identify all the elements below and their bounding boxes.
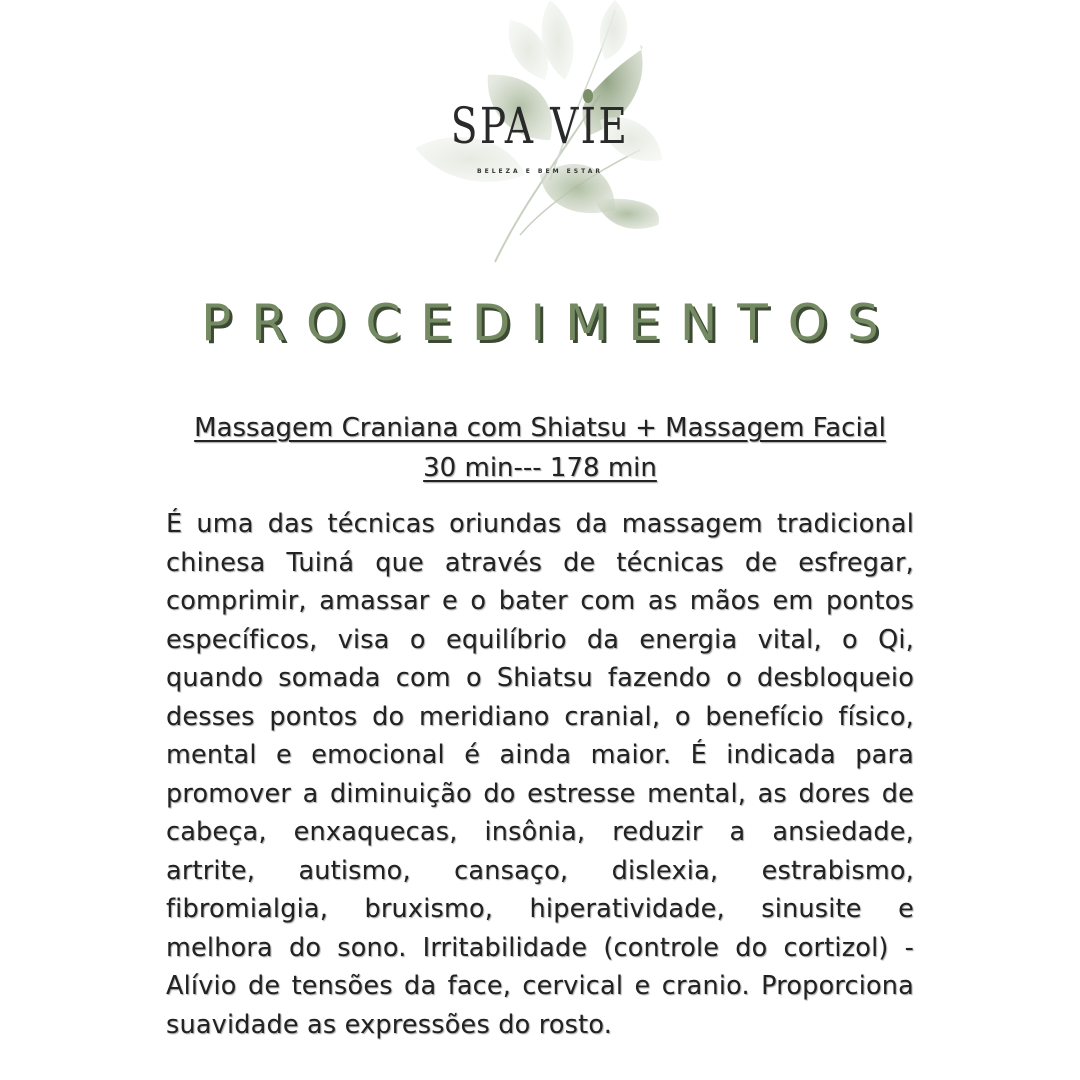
service-duration: 30 min--- 178 min [423, 453, 657, 483]
spa-vie-logo [400, 0, 680, 270]
service-title: Massagem Craniana com Shiatsu + Massagem Facial [194, 413, 886, 443]
logo-tagline: BELEZA E BEM ESTAR [477, 168, 603, 175]
logo-wordmark: SPA VIE [450, 97, 630, 155]
page-title: PROCEDIMENTOS [201, 294, 899, 352]
service-description: É uma das técnicas oriundas da massagem tradicional chinesa Tuiná que através de técnicas de esfregar, comprimir, amassar e o bater com as mãos em pontos específicos, visa o equilíbrio da energia vital, o Qi, quando somada com o Shiatsu fazendo o desbloqueio desses pontos do meridiano cranial, o benefício físico, mental e emocional é ainda maior. É indicada para promover a diminuição do estresse mental, as dores de cabeça, enxaquecas, insônia, reduzir a ansiedade, artrite, autismo, cansaço, dislexia, estrabismo, fibromialgia, bruxismo, hiperatividade, sinusite e melhora do sono. Irritabilidade (controle do cortizol) - Alívio de tensões da face, cervical e cranio. Proporciona suavidade as expressões do rosto. [166, 509, 914, 1040]
